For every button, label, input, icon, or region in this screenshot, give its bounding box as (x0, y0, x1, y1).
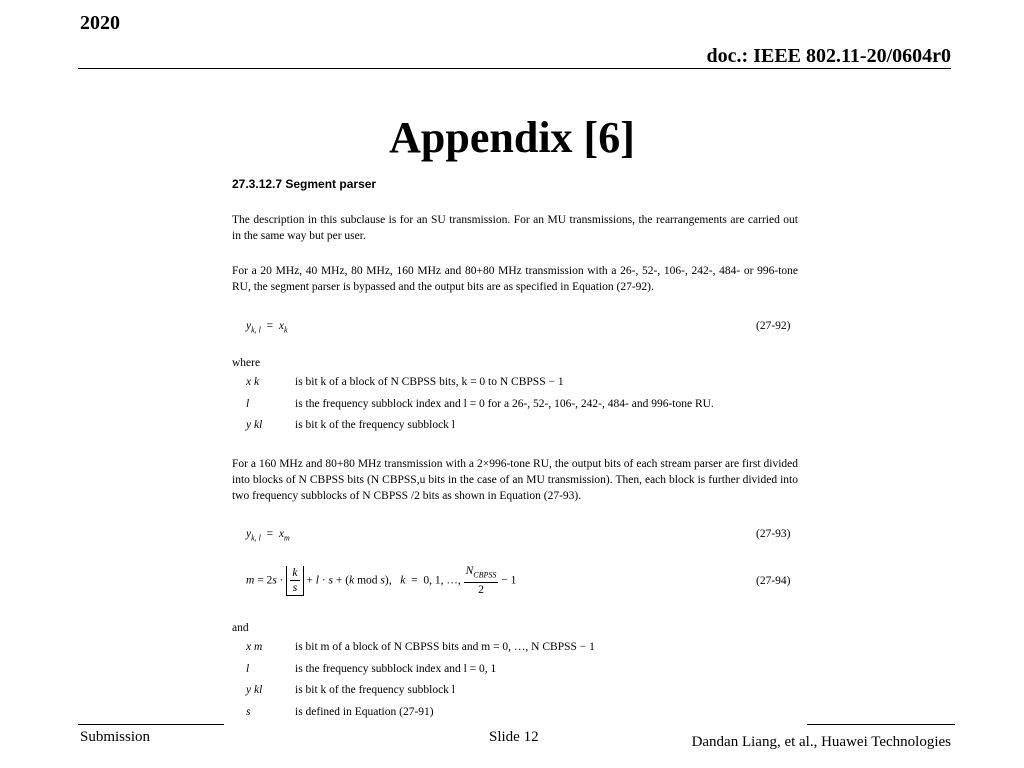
equation-number: (27-94) (756, 575, 791, 587)
paragraph-1: The description in this subclause is for an SU transmission. For an MU transmissions, the rearrangements are carried out in the same way but per user. (232, 214, 798, 242)
equation-27-94: m = 2s · $\frac{k}{s}$ + l · s + (k mod s), k = 0, 1, …, $\frac{N_{CBPSS}}{2}$ − 1 (246, 565, 517, 597)
header-year: 2020 (80, 12, 120, 34)
definition-text: is bit k of the frequency subblock l (295, 684, 456, 696)
header-rule (78, 68, 951, 69)
equation-number: (27-93) (756, 528, 791, 540)
and-label: and (232, 622, 249, 634)
where-label: where (232, 357, 261, 369)
footer-rule-right (807, 724, 955, 725)
definition-text: is the frequency subblock index and l = 0, 1 (295, 663, 497, 675)
definition-symbol: s (246, 706, 251, 718)
slide-title: Appendix [6] (389, 113, 635, 162)
footer-submission: Submission (80, 729, 151, 745)
definition-text: is defined in Equation (27-91) (295, 706, 434, 718)
footer-rule-left (78, 724, 224, 725)
where-definitions (246, 374, 806, 438)
header-doc-id: doc.: IEEE 802.11-20/0604r0 (706, 45, 951, 67)
definition-symbol: y kl (246, 419, 263, 431)
definition-symbol: l (246, 398, 250, 410)
footer-slide-number: Slide 12 (489, 729, 539, 745)
and-definitions (246, 639, 806, 724)
definition-text: is the frequency subblock index and l = 0 for a 26-, 52-, 106-, 242-, 484- and 996-tone RU. (295, 398, 714, 410)
spec-excerpt (232, 176, 802, 726)
equation-number: (27-92) (756, 320, 791, 332)
definition-text: is bit m of a block of N CBPSS bits and m = 0, …, N CBPSS − 1 (295, 641, 595, 653)
paragraph-3: For a 160 MHz and 80+80 MHz transmission with a 2×996-tone RU, the output bits of each stream parser are first divided into blocks of N CBPSS bits (N CBPSS,u bits in the case of an MU transmission). Then, each block is further divided into two frequency subblocks of N CBPSS /2 bits as shown in Equation (27-93). (232, 458, 798, 502)
definition-text: is bit k of a block of N CBPSS bits, k = 0 to N CBPSS − 1 (295, 376, 564, 388)
footer-author: Dandan Liang, et al., Huawei Technologies (691, 734, 951, 750)
definition-symbol: y kl (246, 684, 263, 696)
section-heading: 27.3.12.7 Segment parser (232, 177, 377, 191)
definition-symbol: x k (246, 376, 260, 388)
equation-27-93: $y_{k, l} = x_m$ (246, 528, 290, 543)
definition-text: is bit k of the frequency subblock l (295, 419, 456, 431)
definition-symbol: l (246, 663, 250, 675)
equation-27-92: $y_{k, l} = x_k$ (246, 320, 288, 335)
paragraph-2: For a 20 MHz, 40 MHz, 80 MHz, 160 MHz and 80+80 MHz transmission with a 26-, 52-, 106-, 242-, 484- or 996-tone RU, the segment parser is bypassed and the output bits are as specified in Equation (27-92). (232, 265, 798, 293)
definition-symbol: x m (246, 641, 263, 653)
